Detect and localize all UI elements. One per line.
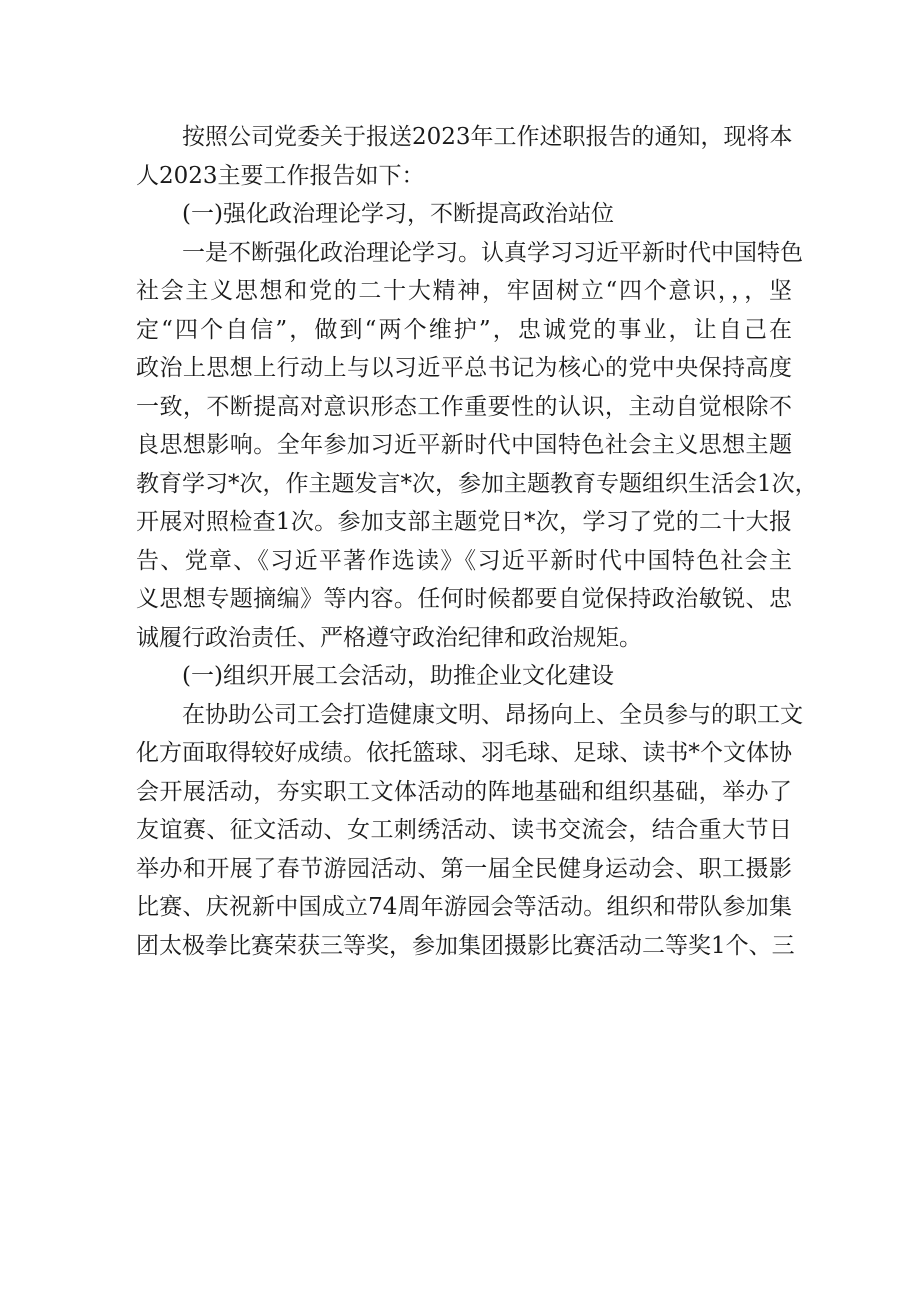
text-line: 会开展活动，夯实职工文体活动的阵地基础和组织基础，举办了: [136, 778, 792, 805]
paragraph-intro: [136, 118, 792, 195]
section-heading-political-study: [136, 195, 792, 234]
text-line: 良思想影响。全年参加习近平新时代中国特色社会主义思想主题: [136, 432, 792, 458]
text-line: 人2023主要工作报告如下：: [136, 162, 425, 189]
text-line: 义思想专题摘编》等内容。任何时候都要自觉保持政治敏锐、忠: [136, 586, 792, 612]
text-line: 团太极拳比赛荣获三等奖，参加集团摄影比赛活动二等奖1个、三: [136, 932, 795, 959]
text-line: 比赛、庆祝新中国成立74周年游园会等活动。组织和带队参加集: [136, 894, 792, 920]
section-heading-union-activities: [136, 657, 792, 696]
text-line: 在协助公司工会打造健康文明、昂扬向上、全员参与的职工文: [182, 701, 803, 728]
heading-line: (一)组织开展工会活动，助推企业文化建设: [182, 663, 614, 689]
text-line: 一致，不断提高对意识形态工作重要性的认识，主动自觉根除不: [136, 393, 792, 420]
text-line: 教育学习*次，作主题发言*次，参加主题教育专题组织生活会1次，: [136, 470, 818, 497]
text-line: 化方面取得较好成绩。依托篮球、羽毛球、足球、读书*个文体协: [136, 740, 792, 766]
paragraph-union-activities: [136, 696, 803, 966]
text-line: 社会主义思想和党的二十大精神，牢固树立“四个意识，，，坚: [136, 278, 792, 304]
text-line: 按照公司党委关于报送2023年工作述职报告的通知，现将本: [182, 124, 793, 150]
heading-line: (一)强化政治理论学习，不断提高政治站位: [182, 201, 614, 227]
text-line: 定“四个自信”，做到“两个维护”，忠诚党的事业，让自己在: [136, 316, 792, 343]
text-line: 告、党章、《习近平著作选读》《习近平新时代中国特色社会主: [136, 547, 792, 574]
text-line: 政治上思想上行动上与以习近平总书记为核心的党中央保持高度: [136, 355, 792, 381]
text-line: 一是不断强化政治理论学习。认真学习习近平新时代中国特色: [182, 239, 803, 266]
text-line: 开展对照检查1次。参加支部主题党日*次，学习了党的二十大报: [136, 509, 792, 535]
text-line: 友谊赛、征文活动、女工刺绣活动、读书交流会，结合重大节日: [136, 817, 792, 843]
paragraph-political-study: [136, 234, 818, 658]
text-line: 举办和开展了春节游园活动、第一届全民健身运动会、职工摄影: [136, 855, 792, 882]
text-line: 诚履行政治责任、严格遵守政治纪律和政治规矩。: [136, 624, 642, 651]
